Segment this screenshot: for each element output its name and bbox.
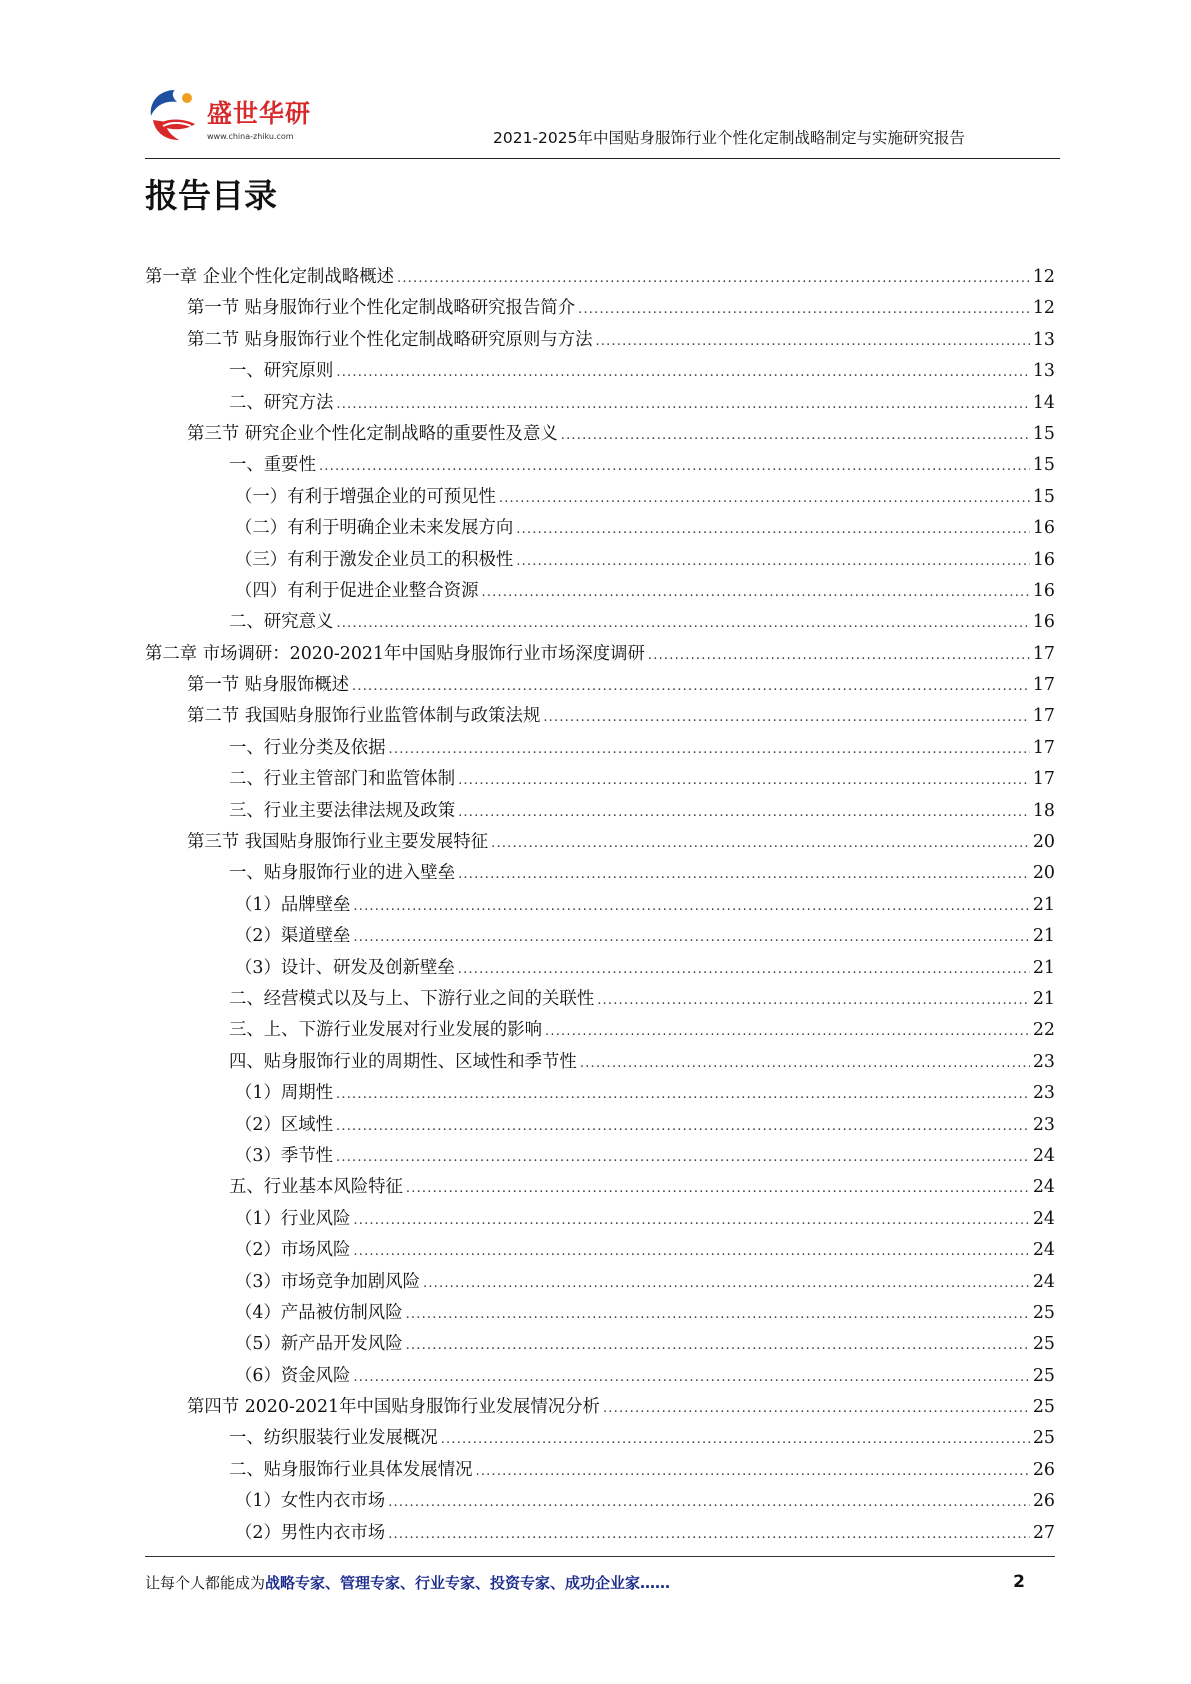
toc-entry-page: 14	[1032, 392, 1055, 413]
toc-entry-page: 16	[1032, 549, 1055, 570]
toc-entry[interactable]	[145, 953, 1055, 984]
toc-entry[interactable]	[145, 858, 1055, 889]
footer-divider	[145, 1556, 1055, 1557]
toc-entry-title: （1）女性内衣市场	[235, 1491, 386, 1512]
toc-leader-dots	[423, 1276, 1030, 1291]
toc-entry[interactable]	[145, 764, 1055, 795]
toc-leader-dots	[458, 805, 1030, 820]
toc-entry-page: 20	[1032, 832, 1055, 853]
toc-entry-page: 17	[1032, 675, 1055, 696]
toc-entry-title: 一、重要性	[229, 455, 316, 476]
toc-entry[interactable]	[145, 450, 1055, 481]
toc-entry-page: 27	[1032, 1522, 1055, 1543]
toc-leader-dots	[491, 836, 1030, 851]
toc-leader-dots	[353, 899, 1029, 914]
toc-entry-page: 13	[1032, 329, 1055, 350]
toc-leader-dots	[543, 710, 1030, 725]
toc-entry-page: 16	[1032, 580, 1055, 601]
toc-entry-title: 第二节 我国贴身服饰行业监管体制与政策法规	[187, 706, 541, 727]
page-header	[145, 80, 1060, 159]
toc-entry[interactable]	[145, 1047, 1055, 1078]
toc-leader-dots	[353, 930, 1029, 945]
toc-entry-page: 24	[1032, 1240, 1055, 1261]
toc-entry-page: 15	[1032, 455, 1055, 476]
toc-leader-dots	[388, 1527, 1030, 1542]
toc-entry-page: 15	[1032, 423, 1055, 444]
toc-entry-title: （四）有利于促进企业整合资源	[235, 580, 479, 601]
toc-entry[interactable]	[145, 325, 1055, 356]
toc-entry-title: 一、纺织服装行业发展概况	[229, 1428, 438, 1449]
toc-leader-dots	[352, 679, 1030, 694]
toc-entry[interactable]	[145, 262, 1055, 293]
toc-entry[interactable]	[145, 576, 1055, 607]
toc-entry-page: 12	[1032, 267, 1055, 287]
toc-leader-dots	[603, 1401, 1030, 1416]
toc-entry-title: （3）市场竞争加剧风险	[235, 1271, 420, 1292]
toc-entry-title: 三、行业主要法律法规及政策	[229, 800, 456, 821]
toc-entry[interactable]	[145, 482, 1055, 513]
toc-leader-dots	[336, 616, 1030, 631]
toc-entry-title: 二、研究意义	[229, 612, 334, 633]
toc-entry[interactable]	[145, 1361, 1055, 1392]
toc-entry-title: 第二章 市场调研：2020-2021年中国贴身服饰行业市场深度调研	[145, 643, 645, 664]
logo-text: 盛世华研	[207, 99, 312, 128]
toc-entry[interactable]	[145, 1423, 1055, 1454]
toc-entry-page: 24	[1032, 1145, 1055, 1166]
toc-entry-page: 21	[1032, 926, 1055, 947]
toc-entry[interactable]	[145, 607, 1055, 638]
page-footer	[145, 1572, 1055, 1593]
toc-leader-dots	[397, 271, 1030, 286]
toc-entry-title: （1）品牌壁垒	[235, 894, 351, 915]
toc-leader-dots	[580, 1056, 1030, 1071]
toc-entry-title: 三、上、下游行业发展对行业发展的影响	[229, 1020, 543, 1041]
toc-entry-title: 一、贴身服饰行业的进入壁垒	[229, 863, 456, 884]
toc-entry-page: 13	[1032, 361, 1055, 382]
toc-leader-dots	[336, 1119, 1030, 1134]
toc-leader-dots	[597, 993, 1030, 1008]
toc-entry[interactable]	[145, 1392, 1055, 1423]
toc-entry[interactable]	[145, 1298, 1055, 1329]
toc-entry-title: （二）有利于明确企业未来发展方向	[235, 518, 514, 539]
toc-leader-dots	[336, 1087, 1030, 1102]
toc-entry-title: 第四节 2020-2021年中国贴身服饰行业发展情况分析	[187, 1397, 600, 1418]
toc-entry-title: 第一章 企业个性化定制战略概述	[145, 267, 394, 287]
toc-entry-page: 21	[1032, 957, 1055, 978]
toc-entry[interactable]	[145, 419, 1055, 450]
toc-entry-page: 23	[1032, 1114, 1055, 1135]
toc-entry[interactable]	[145, 670, 1055, 701]
toc-entry[interactable]	[145, 1455, 1055, 1486]
toc-leader-dots	[389, 742, 1030, 757]
report-title: 2021-2025年中国贴身服饰行业个性化定制战略制定与实施研究报告	[493, 129, 965, 147]
toc-entry-title: （5）新产品开发风险	[235, 1334, 403, 1355]
toc-entry[interactable]	[145, 1329, 1055, 1360]
page-number: 2	[1013, 1572, 1025, 1592]
toc-entry[interactable]	[145, 356, 1055, 387]
toc-entry-title: （3）设计、研发及创新壁垒	[235, 957, 455, 978]
toc-entry[interactable]	[145, 890, 1055, 921]
toc-leader-dots	[458, 962, 1030, 977]
logo-emblem-icon	[145, 84, 205, 148]
toc-entry[interactable]	[145, 1204, 1055, 1235]
toc-entry-title: （三）有利于激发企业员工的积极性	[235, 549, 514, 570]
toc-entry[interactable]	[145, 1518, 1055, 1549]
toc-entry[interactable]	[145, 701, 1055, 732]
toc-entry[interactable]	[145, 827, 1055, 858]
toc-leader-dots	[353, 1213, 1029, 1228]
toc-leader-dots	[336, 365, 1030, 380]
toc-entry[interactable]	[145, 1235, 1055, 1266]
toc-entry-title: 五、行业基本风险特征	[229, 1177, 403, 1198]
toc-entry-title: 第二节 贴身服饰行业个性化定制战略研究原则与方法	[187, 329, 593, 350]
toc-entry-title: 第一节 贴身服饰行业个性化定制战略研究报告简介	[187, 298, 576, 319]
toc-entry[interactable]	[145, 513, 1055, 544]
toc-entry-page: 24	[1032, 1271, 1055, 1292]
toc-leader-dots	[406, 1307, 1030, 1322]
toc-leader-dots	[458, 773, 1030, 788]
toc-leader-dots	[336, 397, 1030, 412]
toc-entry-page: 17	[1032, 706, 1055, 727]
toc-leader-dots	[353, 1244, 1029, 1259]
toc-entry-page: 24	[1032, 1208, 1055, 1229]
toc-entry-page: 12	[1032, 298, 1055, 319]
toc-entry[interactable]	[145, 639, 1055, 670]
toc-leader-dots	[441, 1432, 1030, 1447]
toc-entry-title: （3）季节性	[235, 1145, 334, 1166]
toc-entry-title: （一）有利于增强企业的可预见性	[235, 486, 496, 507]
toc-entry[interactable]	[145, 984, 1055, 1015]
toc-entry[interactable]	[145, 293, 1055, 324]
toc-entry-title: 第三节 研究企业个性化定制战略的重要性及意义	[187, 423, 558, 444]
toc-entry-title: （2）区域性	[235, 1114, 334, 1135]
toc-entry-page: 25	[1032, 1365, 1055, 1386]
company-logo	[145, 84, 315, 150]
toc-entry-page: 22	[1032, 1020, 1055, 1041]
toc-leader-dots	[458, 867, 1030, 882]
toc-entry[interactable]	[145, 1015, 1055, 1046]
toc-entry-page: 23	[1032, 1051, 1055, 1072]
toc-entry-page: 25	[1032, 1428, 1055, 1449]
toc-entry-title: （2）男性内衣市场	[235, 1522, 386, 1543]
toc-entry-title: 二、行业主管部门和监管体制	[229, 769, 456, 790]
toc-leader-dots	[499, 491, 1030, 506]
toc-entry-page: 21	[1032, 894, 1055, 915]
toc-leader-dots	[481, 585, 1029, 600]
toc-entry[interactable]	[145, 1172, 1055, 1203]
toc-entry[interactable]	[145, 796, 1055, 827]
toc-entry-page: 17	[1032, 643, 1055, 664]
toc-entry-title: 第一节 贴身服饰概述	[187, 675, 350, 696]
toc-leader-dots	[353, 1370, 1029, 1385]
toc-leader-dots	[388, 1495, 1030, 1510]
toc-entry-page: 16	[1032, 612, 1055, 633]
footer-slogan-emphasis: 战略专家、管理专家、行业专家、投资专家、成功企业家……	[265, 1574, 671, 1592]
toc-entry-title: （4）产品被仿制风险	[235, 1302, 403, 1323]
logo-url: www.china-zhiku.com	[207, 132, 294, 141]
footer-slogan-lead: 让每个人都能成为	[145, 1574, 266, 1592]
toc-entry-page: 21	[1032, 988, 1055, 1009]
table-of-contents	[145, 262, 1055, 1549]
toc-entry-title: （2）市场风险	[235, 1240, 351, 1261]
toc-entry-title: 一、研究原则	[229, 361, 334, 382]
toc-entry[interactable]	[145, 1078, 1055, 1109]
toc-entry-title: 二、经营模式以及与上、下游行业之间的关联性	[229, 988, 595, 1009]
toc-entry[interactable]	[145, 1110, 1055, 1141]
toc-leader-dots	[561, 428, 1030, 443]
toc-leader-dots	[596, 334, 1030, 349]
toc-leader-dots	[475, 1464, 1029, 1479]
toc-entry-page: 26	[1032, 1459, 1055, 1480]
toc-entry-title: 二、贴身服饰行业具体发展情况	[229, 1459, 473, 1480]
toc-leader-dots	[406, 1181, 1030, 1196]
toc-leader-dots	[516, 554, 1030, 569]
toc-entry-page: 17	[1032, 769, 1055, 790]
toc-entry-page: 25	[1032, 1334, 1055, 1355]
toc-entry[interactable]	[145, 733, 1055, 764]
toc-entry-page: 24	[1032, 1177, 1055, 1198]
toc-entry-page: 26	[1032, 1491, 1055, 1512]
toc-leader-dots	[336, 1150, 1030, 1165]
toc-entry-page: 15	[1032, 486, 1055, 507]
toc-entry-title: 二、研究方法	[229, 392, 334, 413]
toc-leader-dots	[545, 1024, 1030, 1039]
toc-entry[interactable]	[145, 1267, 1055, 1298]
toc-entry-title: 四、贴身服饰行业的周期性、区域性和季节性	[229, 1051, 577, 1072]
toc-leader-dots	[516, 522, 1030, 537]
toc-entry-page: 17	[1032, 737, 1055, 758]
toc-entry[interactable]	[145, 921, 1055, 952]
toc-entry-title: 第三节 我国贴身服饰行业主要发展特征	[187, 832, 489, 853]
toc-entry-page: 18	[1032, 800, 1055, 821]
toc-entry-page: 25	[1032, 1397, 1055, 1418]
toc-entry[interactable]	[145, 388, 1055, 419]
toc-entry[interactable]	[145, 1486, 1055, 1517]
toc-entry-title: （1）周期性	[235, 1083, 334, 1104]
toc-leader-dots	[319, 459, 1030, 474]
toc-entry[interactable]	[145, 1141, 1055, 1172]
toc-leader-dots	[406, 1338, 1030, 1353]
toc-entry-page: 23	[1032, 1083, 1055, 1104]
toc-entry-title: 一、行业分类及依据	[229, 737, 386, 758]
toc-entry-page: 25	[1032, 1302, 1055, 1323]
page-title: 报告目录	[145, 176, 277, 215]
toc-entry-title: （2）渠道壁垒	[235, 926, 351, 947]
toc-leader-dots	[648, 648, 1030, 663]
toc-entry[interactable]	[145, 545, 1055, 576]
toc-entry-page: 16	[1032, 518, 1055, 539]
toc-leader-dots	[578, 302, 1030, 317]
toc-entry-title: （6）资金风险	[235, 1365, 351, 1386]
toc-entry-page: 20	[1032, 863, 1055, 884]
toc-entry-title: （1）行业风险	[235, 1208, 351, 1229]
